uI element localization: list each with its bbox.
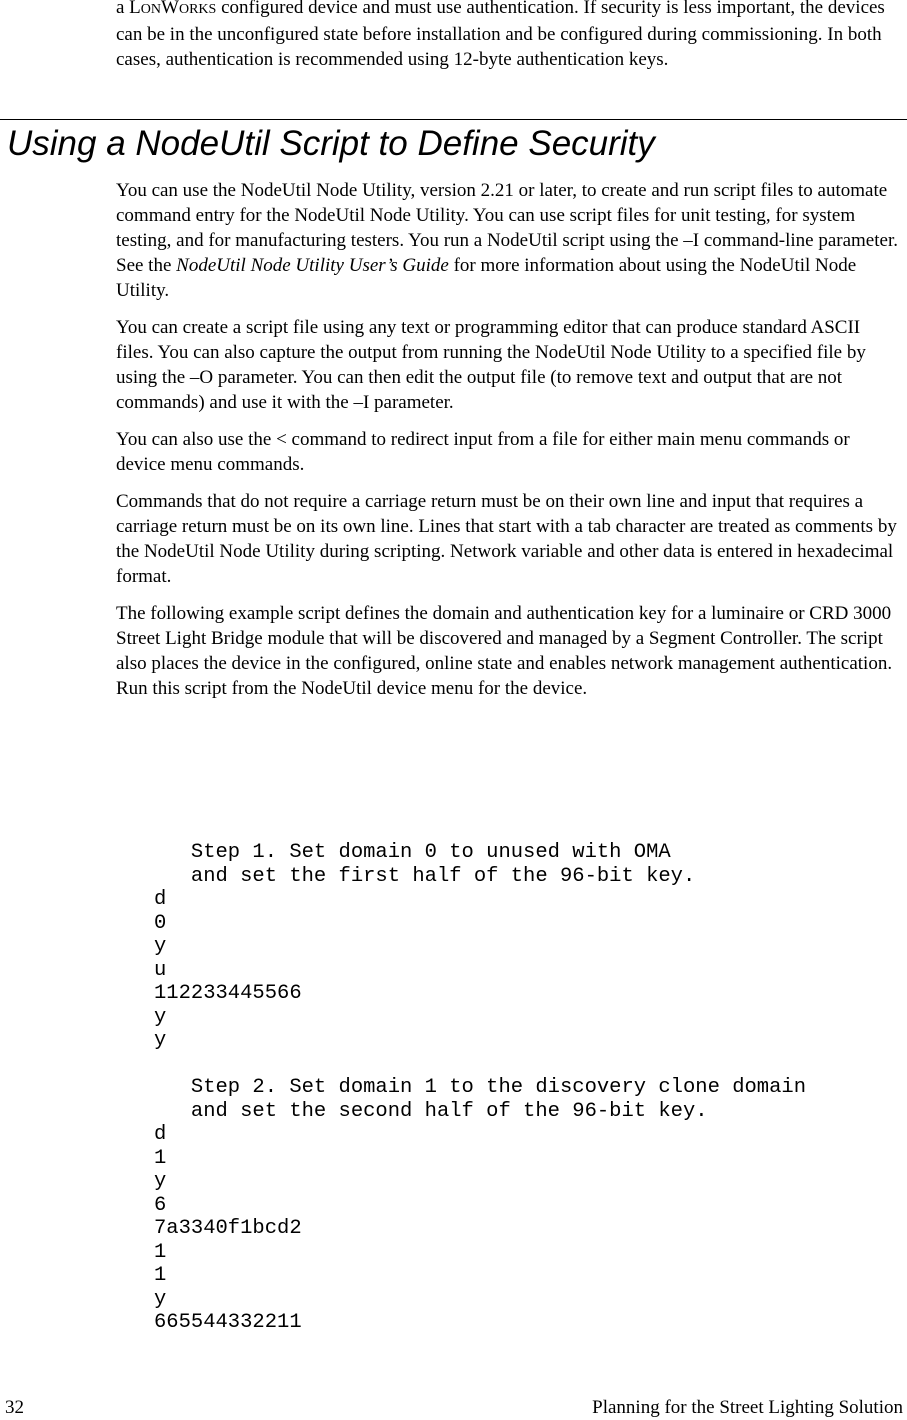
paragraph-3: You can also use the < command to redirect input from a file for either main menu commands or device menu commands.: [116, 429, 850, 475]
lonworks-smallcaps-2: ORKS: [178, 2, 217, 17]
intro-paragraph: [116, 0, 902, 72]
paragraph-4: Commands that do not require a carriage return must be on their own line and input that requires a carriage return must be on its own line. Lines that start with a tab character are treated as comments by the NodeUtil Node Utility during scripting. Network variable and other data is entered in hexadecimal format.: [116, 491, 897, 587]
guide-title: NodeUtil Node Utility User’s Guide: [176, 255, 449, 276]
page-number: 32: [5, 1397, 24, 1418]
paragraph-1: [116, 178, 902, 303]
lonworks-w: W: [161, 0, 179, 18]
footer-title: Planning for the Street Lighting Solution: [592, 1397, 903, 1418]
paragraph-1-end: for more information about using the NodeUtil Node Utility.: [116, 255, 857, 301]
paragraph-5: The following example script defines the domain and authentication key for a luminaire or CRD 3000 Street Light Bridge module that will be discovered and managed by a Segment Controller. The script also places the device in the configured, online state and enables network management authentication. Run this script from the NodeUtil device menu for the device.: [116, 603, 893, 699]
intro-prefix: a L: [116, 0, 141, 18]
section-heading: Using a NodeUtil Script to Define Security: [7, 124, 655, 163]
paragraph-1-start: You can use the NodeUtil Node Utility, version 2.21 or later, to create and run script files to automate command entry for the NodeUtil Node Utility. You can use script files for unit testing, for system testing, and for manufacturing testers. You run a NodeUtil script using the –I command-line parameter. See the: [116, 180, 898, 276]
lonworks-smallcaps-1: ON: [140, 2, 162, 17]
paragraph-2: You can create a script file using any text or programming editor that can produce standard ASCII files. You can also capture the output from running the NodeUtil Node Utility to a specified file by using the –O parameter. You can then edit the output file (to remove text and output that are not commands) and use it with the –I parameter.: [116, 317, 866, 413]
example-script-code: Step 1. Set domain 0 to unused with OMA and set the first half of the 96-bit key. d 0 y u 112233445566 y y Step 2. Set domain 1 to the discovery clone domain and set the second half of the 96-bit key. d 1 y 6 7a3340f1bcd2 1 1 y 665544332211: [154, 841, 807, 1334]
section-divider: [0, 119, 907, 120]
section-body: [116, 178, 902, 713]
intro-rest: configured device and must use authentication. If security is less important, the devices can be in the unconfigured state before installation and be configured during commissioning. In both cases, authentication is recommended using 12-byte authentication keys.: [116, 0, 885, 70]
